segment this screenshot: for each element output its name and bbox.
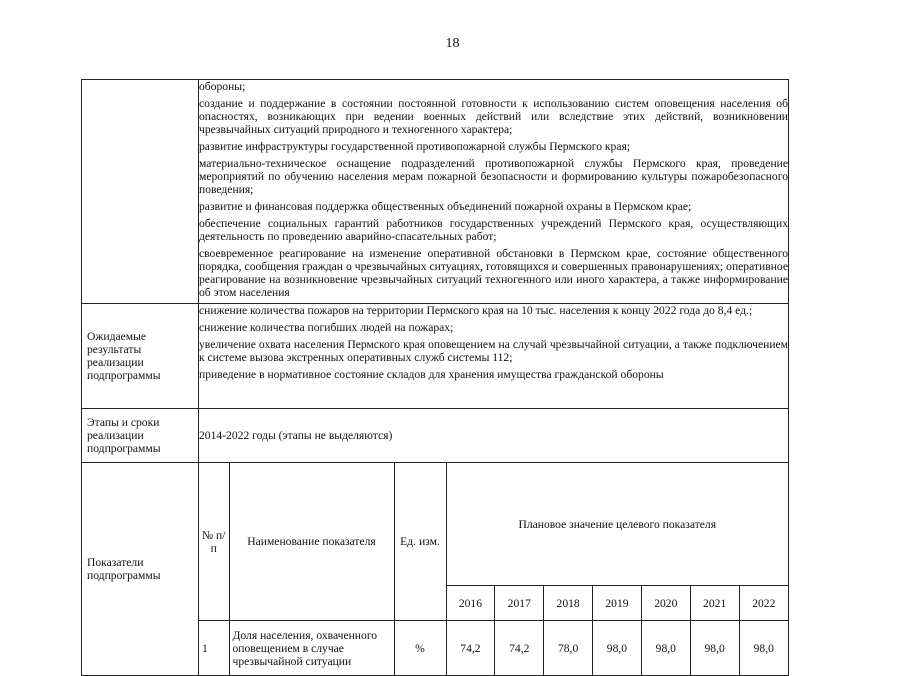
results-label bbox=[82, 304, 199, 409]
year-header: 2017 bbox=[495, 586, 544, 621]
task-paragraph: своевременное реагирование на изменение оперативной обстановки в Пермском крае, состояние общественного порядка, сообщения граждан о чрезвычайных ситуациях, готовящихся и совершенных правонарушениях; оперативное реагирование на возникновение чрезвычайных ситуаций техногенного или иного характера, а также информирование об этом населения bbox=[199, 247, 788, 299]
col-header-plan: Плановое значение целевого показателя bbox=[446, 463, 788, 586]
col-header-num: № п/п bbox=[199, 463, 229, 621]
row-value: 74,2 bbox=[446, 621, 495, 676]
result-paragraph: увеличение охвата населения Пермского края оповещением на случай чрезвычайной ситуации, а также подключением к системе вызова экстренных оперативных служб системы 112; bbox=[199, 338, 788, 364]
row-value: 74,2 bbox=[495, 621, 544, 676]
label-line: подпрограммы bbox=[87, 442, 161, 455]
row-value: 78,0 bbox=[544, 621, 593, 676]
year-header: 2019 bbox=[593, 586, 642, 621]
row-value: 98,0 bbox=[739, 621, 788, 676]
label-line: подпрограммы bbox=[87, 369, 161, 382]
label-line: Ожидаемые bbox=[87, 330, 147, 343]
task-paragraph: обеспечение социальных гарантий работников государственных учреждений Пермского края, осуществляющих деятельность по проведению аварийно-спасательных работ; bbox=[199, 217, 788, 243]
result-paragraph: снижение количества пожаров на территории Пермского края на 10 тыс. населения к концу 2022 года до 8,4 ед.; bbox=[199, 304, 753, 317]
label-line: реализации bbox=[87, 429, 144, 442]
table-row bbox=[199, 621, 788, 676]
result-paragraph: приведение в нормативное состояние складов для хранения имущества гражданской обороны bbox=[199, 368, 664, 381]
col-header-unit: Ед. изм. bbox=[394, 463, 446, 621]
row-indicator-name: Доля населения, охваченного оповещением в случае чрезвычайной ситуации bbox=[229, 621, 394, 676]
stages-text: 2014-2022 годы (этапы не выделяются) bbox=[199, 409, 789, 463]
stages-label bbox=[82, 409, 199, 463]
indicators-row bbox=[82, 463, 789, 676]
task-paragraph: создание и поддержание в состоянии постоянной готовности к использованию систем оповещения населения об опасностях, возникающих при ведении военных действий или вследствие этих действий, возникновении чрезвычайных ситуаций природного и техногенного характера; bbox=[199, 97, 788, 136]
year-header: 2016 bbox=[446, 586, 495, 621]
label-line: результаты bbox=[87, 343, 142, 356]
year-header: 2021 bbox=[690, 586, 739, 621]
task-paragraph: развитие инфраструктуры государственной противопожарной службы Пермского края; bbox=[199, 140, 631, 153]
col-header-name: Наименование показателя bbox=[229, 463, 394, 621]
indicators-cell bbox=[199, 463, 789, 676]
stages-row bbox=[82, 409, 789, 463]
row-num: 1 bbox=[199, 621, 229, 676]
task-paragraph: развитие и финансовая поддержка общественных объединений пожарной охраны в Пермском крае; bbox=[199, 200, 692, 213]
label-line: Показатели bbox=[87, 556, 144, 569]
result-paragraph: снижение количества погибших людей на пожарах; bbox=[199, 321, 454, 334]
results-text-cell bbox=[199, 304, 789, 409]
row-value: 98,0 bbox=[690, 621, 739, 676]
row-value: 98,0 bbox=[641, 621, 690, 676]
year-header: 2020 bbox=[641, 586, 690, 621]
tasks-label-cell bbox=[82, 80, 199, 304]
row-value: 98,0 bbox=[593, 621, 642, 676]
passport-table bbox=[81, 79, 789, 676]
page-number: 18 bbox=[445, 36, 460, 51]
year-header: 2018 bbox=[544, 586, 593, 621]
tasks-row bbox=[82, 80, 789, 304]
results-row bbox=[82, 304, 789, 409]
tasks-text-cell bbox=[199, 80, 789, 304]
label-line: подпрограммы bbox=[87, 569, 161, 582]
year-header: 2022 bbox=[739, 586, 788, 621]
task-paragraph: материально-техническое оснащение подразделений противопожарной службы Пермского края, проведение мероприятий по обучению населения мерам пожарной безопасности и формированию культуры пожаробезопасного поведения; bbox=[199, 157, 788, 196]
indicators-table bbox=[199, 463, 788, 675]
label-line: Этапы и сроки bbox=[87, 416, 160, 429]
task-paragraph: обороны; bbox=[199, 80, 246, 93]
label-line: реализации bbox=[87, 356, 144, 369]
row-unit: % bbox=[394, 621, 446, 676]
indicators-label bbox=[82, 463, 199, 676]
